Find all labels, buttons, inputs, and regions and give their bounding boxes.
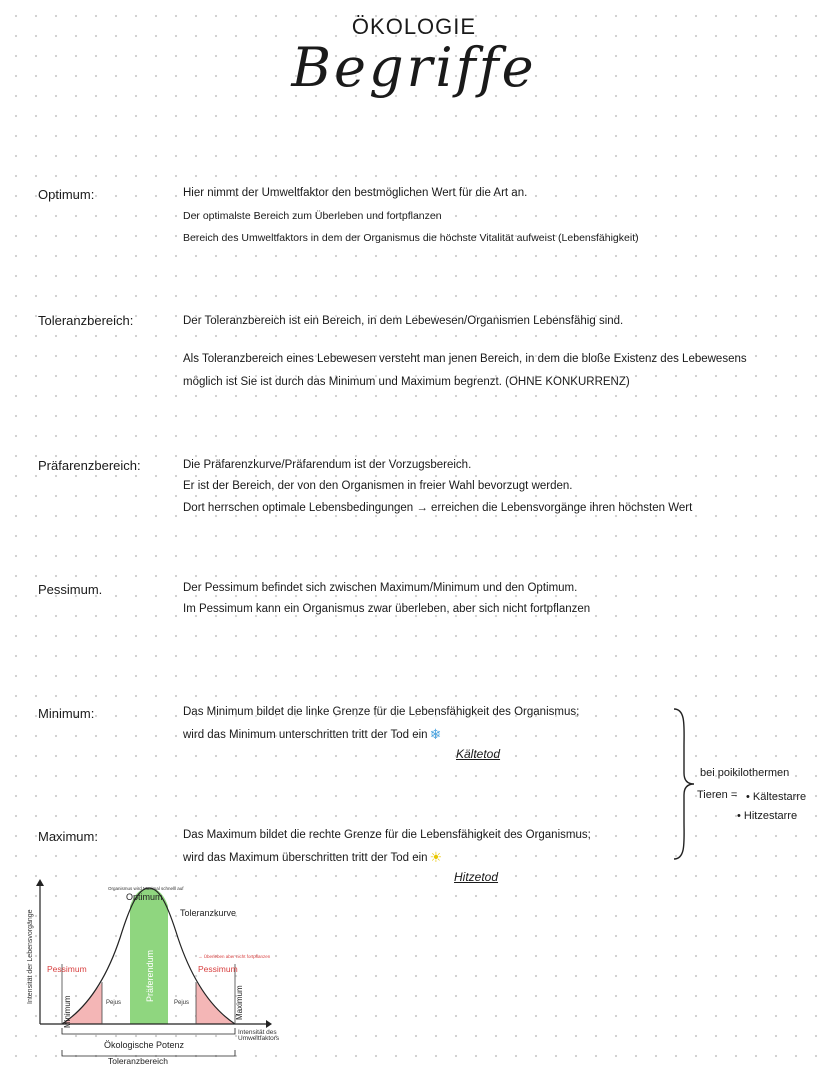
y-axis-label: Intensität der Lebensvorgänge	[27, 909, 34, 1004]
definition-line: möglich ist Sie ist durch das Minimum und Maximum begrenzt. (OHNE KONKURRENZ)	[183, 376, 630, 388]
pejus-left-label: Pejus	[106, 1000, 122, 1006]
definition-line: Der optimalste Bereich zum Überleben und fortpflanzen	[183, 210, 442, 222]
toleranzkurve-label: Toleranzkurve	[180, 908, 237, 918]
definition-line: Die Präfarenzkurve/Präfarendum ist der Vorzugsbereich.	[183, 459, 472, 471]
tolerance-curve-diagram	[20, 878, 300, 1066]
pejus-right-label: Pejus	[174, 1000, 190, 1006]
snowflake-icon: ❄	[429, 726, 442, 742]
definition-text: wird das Minimum unterschritten tritt der Tod ein	[183, 729, 428, 741]
page-subject: ÖKOLOGIE	[351, 14, 477, 39]
definition-line: Das Maximum bildet die rechte Grenze für die Lebensfähigkeit des Organismus;	[183, 829, 591, 841]
sidenote-line: bei poikilothermen	[700, 767, 790, 779]
sidenote-line: Tieren =	[697, 789, 738, 801]
definition-line: Dort herrschen optimale Lebensbedingungen → erreichen die Lebensvorgänge ihren höchsten Wert	[183, 502, 693, 514]
term-optimum: Optimum:	[38, 187, 95, 202]
pessimum-left-label: Pessimum	[47, 964, 87, 974]
toleranzbereich-label: Toleranzbereich	[108, 1056, 169, 1066]
curly-brace-icon	[672, 707, 696, 861]
definition-line: Der Toleranzbereich ist ein Bereich, in dem Lebewesen/Organismen Lebensfähig sind.	[183, 315, 624, 327]
definition-line	[183, 727, 441, 741]
definition-line: Der Pessimum befindet sich zwischen Maximum/Minimum und den Optimum.	[183, 582, 578, 594]
result-kaeltetod: Kältetod	[456, 747, 501, 761]
x-axis-label: Intensität des	[238, 1029, 277, 1036]
definition-line	[183, 850, 442, 864]
term-minimum: Minimum:	[38, 706, 95, 721]
definition-line: Bereich des Umweltfaktors in dem der Organismus die höchste Vitalität aufweist (Lebensfähigkeit)	[183, 232, 639, 244]
definition-line: Er ist der Bereich, der von den Organismen in freier Wahl bevorzugt werden.	[183, 480, 573, 492]
sidenote-item: • Hitzestarre	[737, 810, 798, 822]
pessimum-right-label: Pessimum	[198, 964, 238, 974]
term-toleranzbereich: Toleranzbereich:	[38, 313, 134, 328]
term-pessimum: Pessimum.	[38, 582, 103, 597]
definition-text: wird das Maximum überschritten tritt der Tod ein	[183, 852, 428, 864]
right-note: → Überleben aber nicht fortpflanzen	[198, 954, 271, 959]
result-hitzetod: Hitzetod	[454, 870, 499, 884]
definition-line: Hier nimmt der Umweltfaktor den bestmöglichen Wert für die Art an.	[183, 187, 528, 199]
definition-line: Das Minimum bildet die linke Grenze für die Lebensfähigkeit des Organismus;	[183, 706, 580, 718]
page-title: Begriffe	[291, 36, 537, 99]
oekologische-potenz-label: Ökologische Potenz	[104, 1040, 185, 1050]
optimum-note: Organismus wird Maximal schnelll auf	[108, 886, 184, 891]
sun-icon: ☀	[429, 849, 443, 865]
minimum-label: Minimum	[63, 995, 72, 1028]
definition-line: Im Pessimum kann ein Organismus zwar überleben, aber sich nicht fortpflanzen	[183, 603, 591, 615]
optimum-label: Optimum	[126, 892, 163, 902]
term-praeferenzbereich: Präfarenzbereich:	[38, 458, 141, 473]
preferendum-label: Präferendum	[145, 949, 155, 1002]
maximum-label: Maximum	[235, 985, 244, 1020]
sidenote-item: • Kältestarre	[746, 791, 807, 803]
definition-line: Als Toleranzbereich eines Lebewesen versteht man jenen Bereich, in dem die bloße Existenz des Lebewesens	[183, 353, 747, 365]
x-axis-label: Umweltfaktors	[238, 1035, 280, 1042]
term-maximum: Maximum:	[38, 829, 98, 844]
